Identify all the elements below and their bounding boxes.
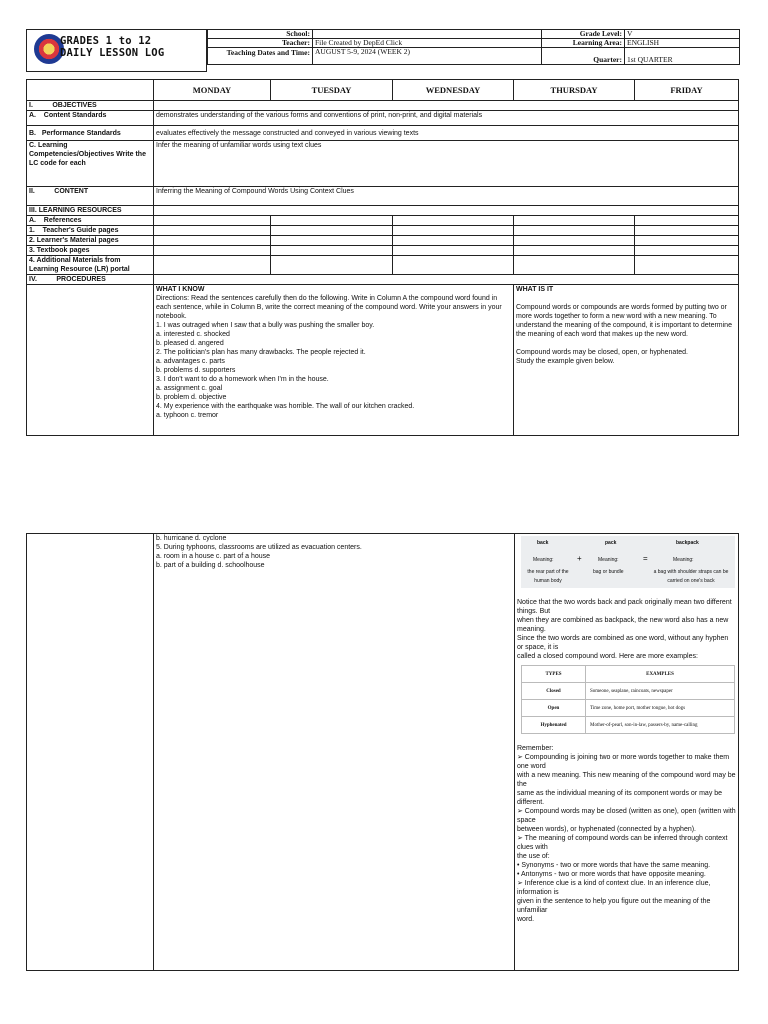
compound-example-box [521,536,735,588]
content-value: Inferring the Meaning of Compound Words Using Context Clues [154,187,739,206]
example-meaning-1: the rear part of the human body [527,569,569,584]
ref-cell [635,216,739,226]
grade-value: V [625,30,740,39]
type-closed: Closed [522,683,586,700]
what-is-it-continued [515,534,739,971]
school-label: School: [208,30,313,39]
day-thursday: THURSDAY [514,80,635,101]
grade-label: Grade Level: [542,30,625,39]
add-cell [393,256,514,275]
procedures-label: IV. PROCEDURES [27,275,154,285]
example-meaning-label-2: Meaning: [598,557,619,563]
what-i-know-title: WHAT I KNOW [156,286,205,293]
tg-cell [514,226,635,236]
tb-cell [271,246,393,256]
day-tuesday: TUESDAY [271,80,393,101]
performance-value: evaluates effectively the message constructed and conveyed in various viewing texts [154,126,739,141]
ref-cell [271,216,393,226]
add-cell [271,256,393,275]
what-i-know-body: Directions: Read the sentences carefully then do the following. Write in Column A the compound word found in each sentence, while in Column B, write the correct meaning of the compound word. Write your answers in your notebook. 1. I was outraged when I saw that a bully was pushing the smaller boy. a. interested c. shocked b. pleased d. angered 2. The politician's plan has many drawbacks. The people rejected it. a. advantages c. parts b. problems d. supporters 3. I don't want to do a homework when I'm in the house. a. assignment c. goal b. problem d. objective 4. My experience with the earthquake was horrible. The wall of our kitchen cracked. a. typhoon c. tremor [156,295,502,419]
example-meaning-label-1: Meaning: [533,557,554,563]
type-open: Open [522,700,586,717]
tb-cell [393,246,514,256]
additional-materials-label: 4. Additional Materials from Learning Resource (LR) portal [27,256,154,275]
content-standards-value: demonstrates understanding of the various forms and conventions of print, non-print, and digital materials [154,111,739,126]
examples-open: Time zone, home port, mother tongue, hot dogs [586,700,735,717]
examples-header: EXAMPLES [586,666,735,683]
example-word-2: pack [605,540,617,546]
tb-cell [514,246,635,256]
notice-text: Notice that the two words back and pack originally mean two different things. But when they are combined as backpack, the new word also has a new meaning. Since the two words are combined as one word, without any hyphen or space, it is called a closed compound word. Here are more examples: [517,599,732,660]
dates-label: Teaching Dates and Time: [208,48,313,65]
example-meaning-2: bag or bundle [593,569,624,575]
what-is-it-title: WHAT IS IT [516,286,554,293]
performance-label: B. Performance Standards [27,126,154,141]
tb-cell [635,246,739,256]
lm-cell [271,236,393,246]
competencies-value: Infer the meaning of unfamiliar words using text clues [154,141,739,187]
tb-label: 3. Textbook pages [27,246,154,256]
ref-cell [393,216,514,226]
content-label: II. CONTENT [27,187,154,206]
examples-hyphenated: Mother-of-pearl, son-in-law, passers-by, name-calling [586,717,735,734]
lm-cell [393,236,514,246]
lm-cell [154,236,271,246]
lesson-log-table [26,79,739,436]
resources-label: III. LEARNING RESOURCES [27,206,154,216]
lesson-log-table-continued [26,533,739,971]
header-logo-box [26,29,207,72]
example-meaning-label-3: Meaning: [673,557,694,563]
what-i-know-continued: b. hurricane d. cyclone 5. During typhoons, classrooms are utilized as evacuation centers. a. room in a house c. part of a house b. part of a building d. schoolhouse [154,534,515,971]
types-header: TYPES [522,666,586,683]
area-label: Learning Area: [542,39,625,48]
remember-text: Remember: ➢ Compounding is joining two or more words together to make them one word with a new meaning. This new meaning of the compound word may be the same as the individual meaning of its component words or may be different. ➢ Compound words may be closed (written as one), open (written with space between words), or hyphenated (connected by a hyphen). ➢ The meaning of compound words can be inferred through context clues with the use of: • Synonyms - two or more words that have the same meaning. • Antonyms - two or more words that have opposite meaning. ➢ Inference clue is a kind of context clue. In an inference clue, information is given in the sentence to help you figure out the meaning of the unfamiliar word. [517,745,736,923]
brand-title [60,35,164,59]
quarter-label: Quarter: [542,56,625,65]
quarter-value: 1st QUARTER [625,56,740,65]
what-is-it-body: Compound words or compounds are words formed by putting two or more words together to form a new word with a new meaning. To understand the meaning of the compound, it is important to determine the meaning of each word that makes up the new word. Compound words may be closed, open, or hyphenated. Study the example given below. [516,304,732,365]
references-label: A. References [27,216,154,226]
day-monday: MONDAY [154,80,271,101]
add-cell [154,256,271,275]
equals-icon: = [643,554,648,563]
plus-icon: + [577,554,582,563]
tg-cell [154,226,271,236]
lm-cell [635,236,739,246]
competencies-label: C. Learning Competencies/Objectives Write the LC code for each [27,141,154,187]
header-info-table [207,29,740,65]
dates-value: AUGUST 5-9, 2024 (WEEK 2) [313,48,542,65]
add-cell [514,256,635,275]
tg-cell [635,226,739,236]
tb-cell [154,246,271,256]
tg-cell [271,226,393,236]
procedure-label-cell [27,285,154,436]
example-word-3: backpack [676,540,699,546]
objectives-cell [154,101,739,111]
area-value: ENGLISH [625,39,740,48]
tg-label: 1. Teacher's Guide pages [27,226,154,236]
lm-cell [514,236,635,246]
examples-closed: Someone, seaplane, raincoats, newspaper [586,683,735,700]
day-friday: FRIDAY [635,80,739,101]
day-wednesday: WEDNESDAY [393,80,514,101]
teacher-value: File Created by DepEd Click [313,39,542,48]
add-cell [635,256,739,275]
brand-line-2: DAILY LESSON LOG [60,47,165,59]
type-hyphenated: Hyphenated [522,717,586,734]
resources-cell [154,206,739,216]
ref-cell [154,216,271,226]
procedures-cell [154,275,739,285]
tg-cell [393,226,514,236]
brand-line-1: GRADES 1 to 12 [60,35,152,47]
objectives-label: I. OBJECTIVES [27,101,154,111]
corner-cell [27,80,154,101]
continued-label-cell [27,534,154,971]
lm-label: 2. Learner's Material pages [27,236,154,246]
what-is-it-cell [514,285,739,436]
example-word-1: back [537,540,549,546]
compound-types-table [521,665,735,734]
teacher-label: Teacher: [208,39,313,48]
what-i-know-cell [154,285,514,436]
example-meaning-3: a bag with shoulder straps can be carried on one's back [653,569,729,584]
content-standards-label: A. Content Standards [27,111,154,126]
ref-cell [514,216,635,226]
